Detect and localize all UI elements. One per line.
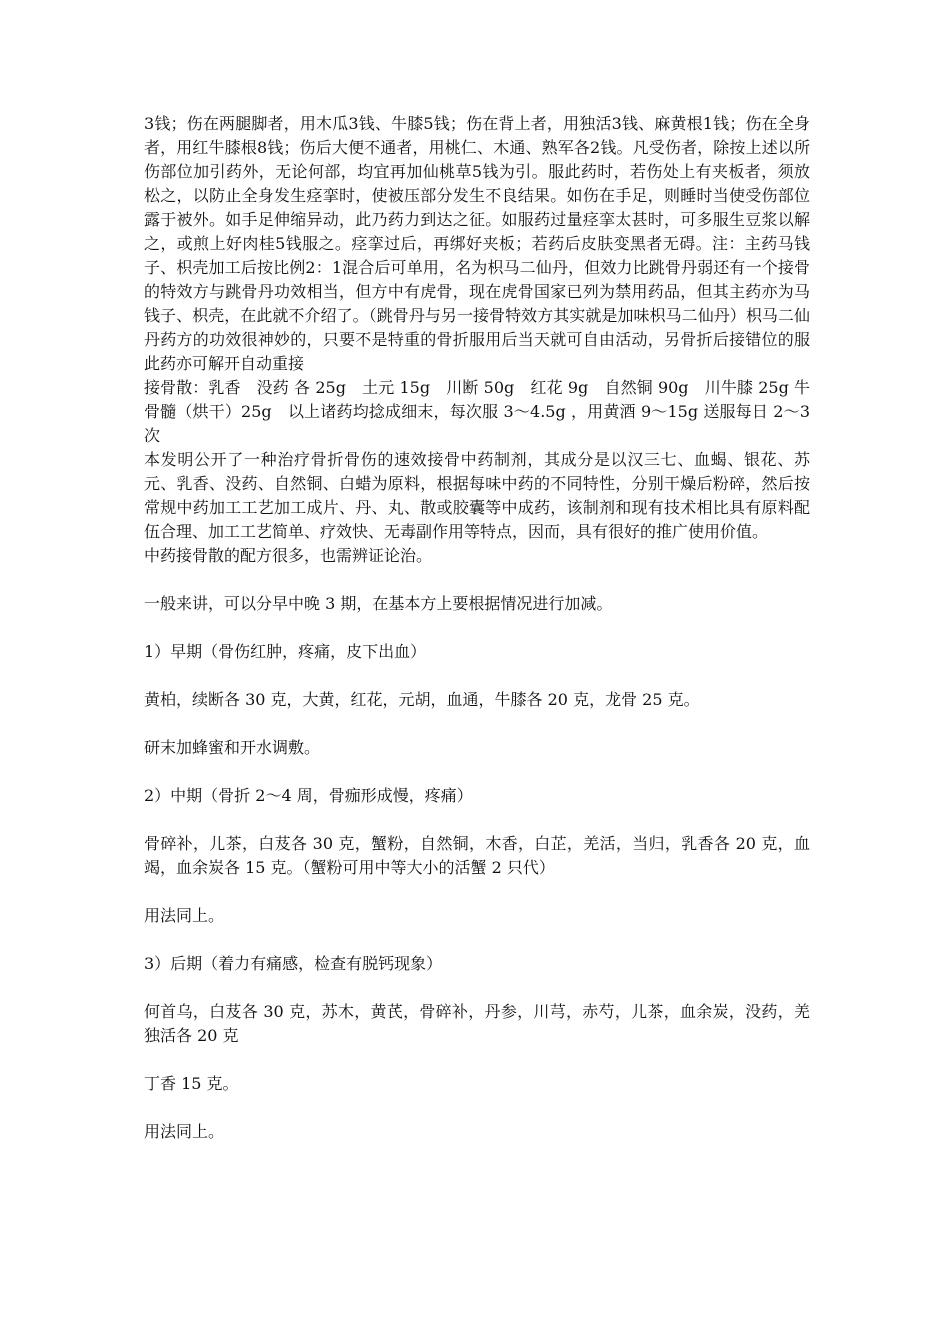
early-stage-usage: 研末加蜂蜜和开水调敷。 [144,738,321,757]
middle-stage-title: 2）中期（骨折 2～4 周，骨痂形成慢，疼痛） [144,786,473,805]
intro-paragraph: 3钱；伤在两腿脚者，用木瓜3钱、牛膝5钱；伤在背上者，用独活3钱、麻黄根1钱；伤在全身者，用红牛膝根8钱；伤后大便不通者，用桃仁、木通、熟军各2钱。凡受伤者，除按上述以所伤部位加引药外，无论何部，均宜再加仙桃草5钱为引。服此药时，若伤处上有夹板者，须放松之，以防止全身发生痉挛时，使被压部分发生不良结果。如伤在手足，则睡时当使受伤部位露于被外。如手足伸缩异动，此乃药力到达之征。如服药过量痉挛太甚时，可多服生豆浆以解之，或煎上好肉桂5钱服之。痉挛过后，再绑好夹板；若药后皮肤变黑者无碍。注：主药马钱子、枳壳加工后按比例2：1混合后可单用，名为枳马二仙丹，但效力比跳骨丹弱还有一个接骨的特效方与跳骨丹功效相当，但方中有虎骨，现在虎骨国家已列为禁用药品，但其主药亦为马钱子、枳壳，在此就不介绍了。（跳骨丹与另一接骨特效方其实就是加味枳马二仙丹）枳马二仙丹药方的功效很神妙的，只要不是特重的骨折服用后当天就可自由活动，另骨折后接错位的服此药亦可解开自动重接 [144,114,810,373]
late-stage-extra: 丁香 15 克。 [144,1074,239,1093]
late-stage-usage: 用法同上。 [144,1122,225,1141]
stages-intro: 一般来讲，可以分早中晚 3 期，在基本方上要根据情况进行加减。 [144,594,613,613]
late-stage-title: 3）后期（着力有痛感，检查有脱钙现象） [144,954,443,973]
late-stage-formula: 何首乌，白芨各 30 克，苏木，黄芪，骨碎补，丹参，川芎，赤芍，儿茶，血余炭，没药，羌独活各 20 克 [144,1002,810,1045]
early-stage-formula: 黄柏，续断各 30 克，大黄，红花，元胡，血通，牛膝各 20 克，龙骨 25 克。 [144,690,700,709]
middle-stage-usage: 用法同上。 [144,906,225,925]
middle-stage-formula: 骨碎补，儿茶，白芨各 30 克，蟹粉，自然铜，木香，白芷，羌活，当归，乳香各 20 克，血竭，血余炭各 15 克。（蟹粉可用中等大小的活蟹 2 只代） [144,834,810,877]
document-page [144,112,810,1144]
formula-note: 中药接骨散的配方很多，也需辨证论治。 [144,546,433,565]
early-stage-title: 1）早期（骨伤红肿，疼痛，皮下出血） [144,642,427,661]
jiegu-san-formula: 接骨散：乳香 没药 各 25g 土元 15g 川断 50g 红花 9g 自然铜 90g 川牛膝 25g 牛骨髓（烘干）25g 以上诸药均捻成细末，每次服 3～4.5g ，用黄酒 9～15g 送服每日 2～3 次 [144,378,810,445]
invention-paragraph: 本发明公开了一种治疗骨折骨伤的速效接骨中药制剂，其成分是以汉三七、血蝎、银花、苏元、乳香、没药、自然铜、白蜡为原料，根据每味中药的不同特性，分别干燥后粉碎，然后按常规中药加工工艺加工成片、丹、丸、散或胶囊等中成药，该制剂和现有技术相比具有原料配伍合理、加工工艺简单、疗效快、无毒副作用等特点，因而，具有很好的推广使用价值。 [144,450,810,541]
